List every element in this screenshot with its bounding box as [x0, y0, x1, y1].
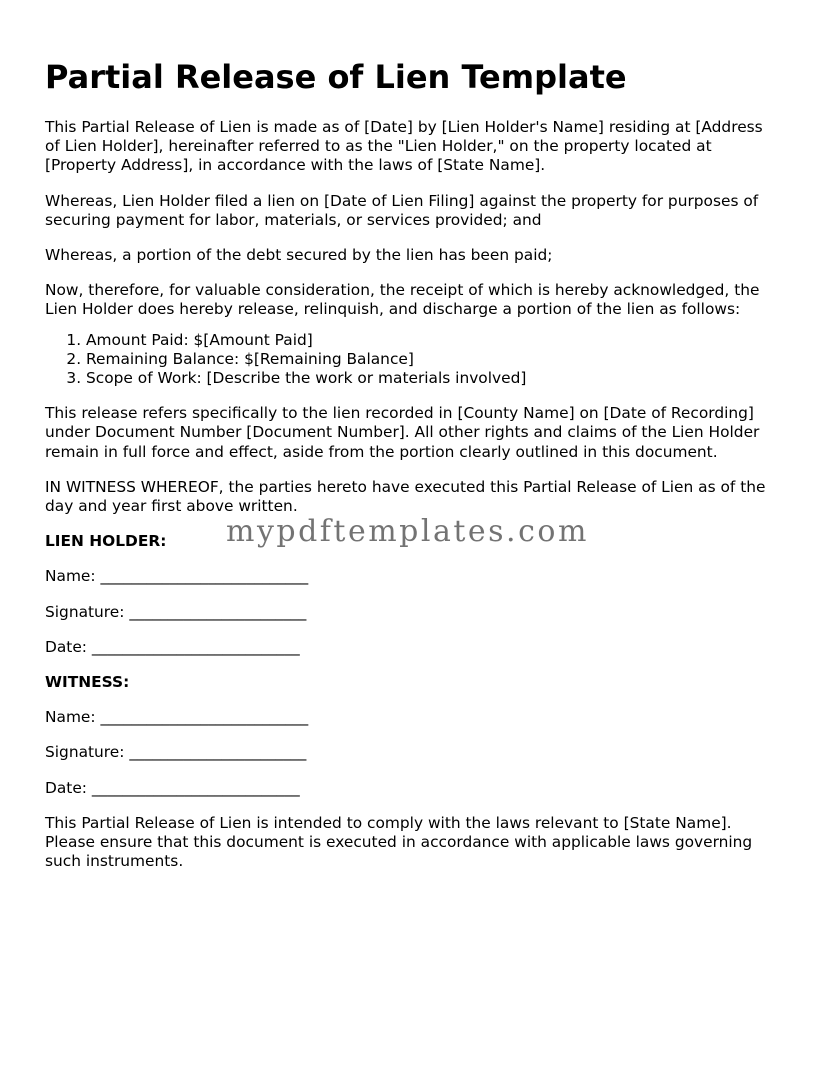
list-item: 3. Scope of Work: [Describe the work or materials involved]	[86, 369, 780, 388]
lien-holder-signature-line: Signature: _______________________	[45, 602, 307, 621]
witness-whereof-paragraph: IN WITNESS WHEREOF, the parties hereto have executed this Partial Release of Lien as of the day and year first above written.	[45, 477, 766, 516]
release-terms-list	[45, 331, 780, 389]
witness-date-line: Date: ___________________________	[45, 778, 300, 797]
witness-heading: WITNESS:	[45, 673, 130, 692]
intro-paragraph: This Partial Release of Lien is made as of [Date] by [Lien Holder's Name] residing at [Address of Lien Holder], hereinafter referred to as the "Lien Holder," on the property located at [Property Address], in accordance with the laws of [State Name].	[45, 118, 763, 175]
witness-signature-line: Signature: _______________________	[45, 743, 307, 762]
lien-holder-heading: LIEN HOLDER:	[45, 532, 167, 551]
whereas-paragraph-2: Whereas, a portion of the debt secured by the lien has been paid;	[45, 246, 553, 265]
witness-name-line: Name: ___________________________	[45, 708, 309, 727]
page-title: Partial Release of Lien Template	[45, 58, 627, 96]
lien-holder-date-line: Date: ___________________________	[45, 637, 300, 656]
document-page	[45, 56, 780, 887]
whereas-paragraph-1: Whereas, Lien Holder filed a lien on [Date of Lien Filing] against the property for purposes of securing payment for labor, materials, or services provided; and	[45, 191, 759, 229]
now-therefore-paragraph: Now, therefore, for valuable consideration, the receipt of which is hereby acknowledged, the Lien Holder does hereby release, relinquish, and discharge a portion of the lien as follows:	[45, 281, 760, 319]
list-item: 2. Remaining Balance: $[Remaining Balance]	[86, 350, 780, 369]
reference-paragraph: This release refers specifically to the lien recorded in [County Name] on [Date of Recording] under Document Number [Document Number]. All other rights and claims of the Lien Holder remain in full force and effect, aside from the portion clearly outlined in this document.	[45, 404, 760, 461]
closing-paragraph: This Partial Release of Lien is intended to comply with the laws relevant to [State Name]. Please ensure that this document is executed in accordance with applicable laws governing such instruments.	[45, 813, 753, 871]
list-item: 1. Amount Paid: $[Amount Paid]	[86, 331, 780, 350]
watermark: mypdftemplates.com	[226, 514, 589, 549]
lien-holder-name-line: Name: ___________________________	[45, 567, 309, 586]
